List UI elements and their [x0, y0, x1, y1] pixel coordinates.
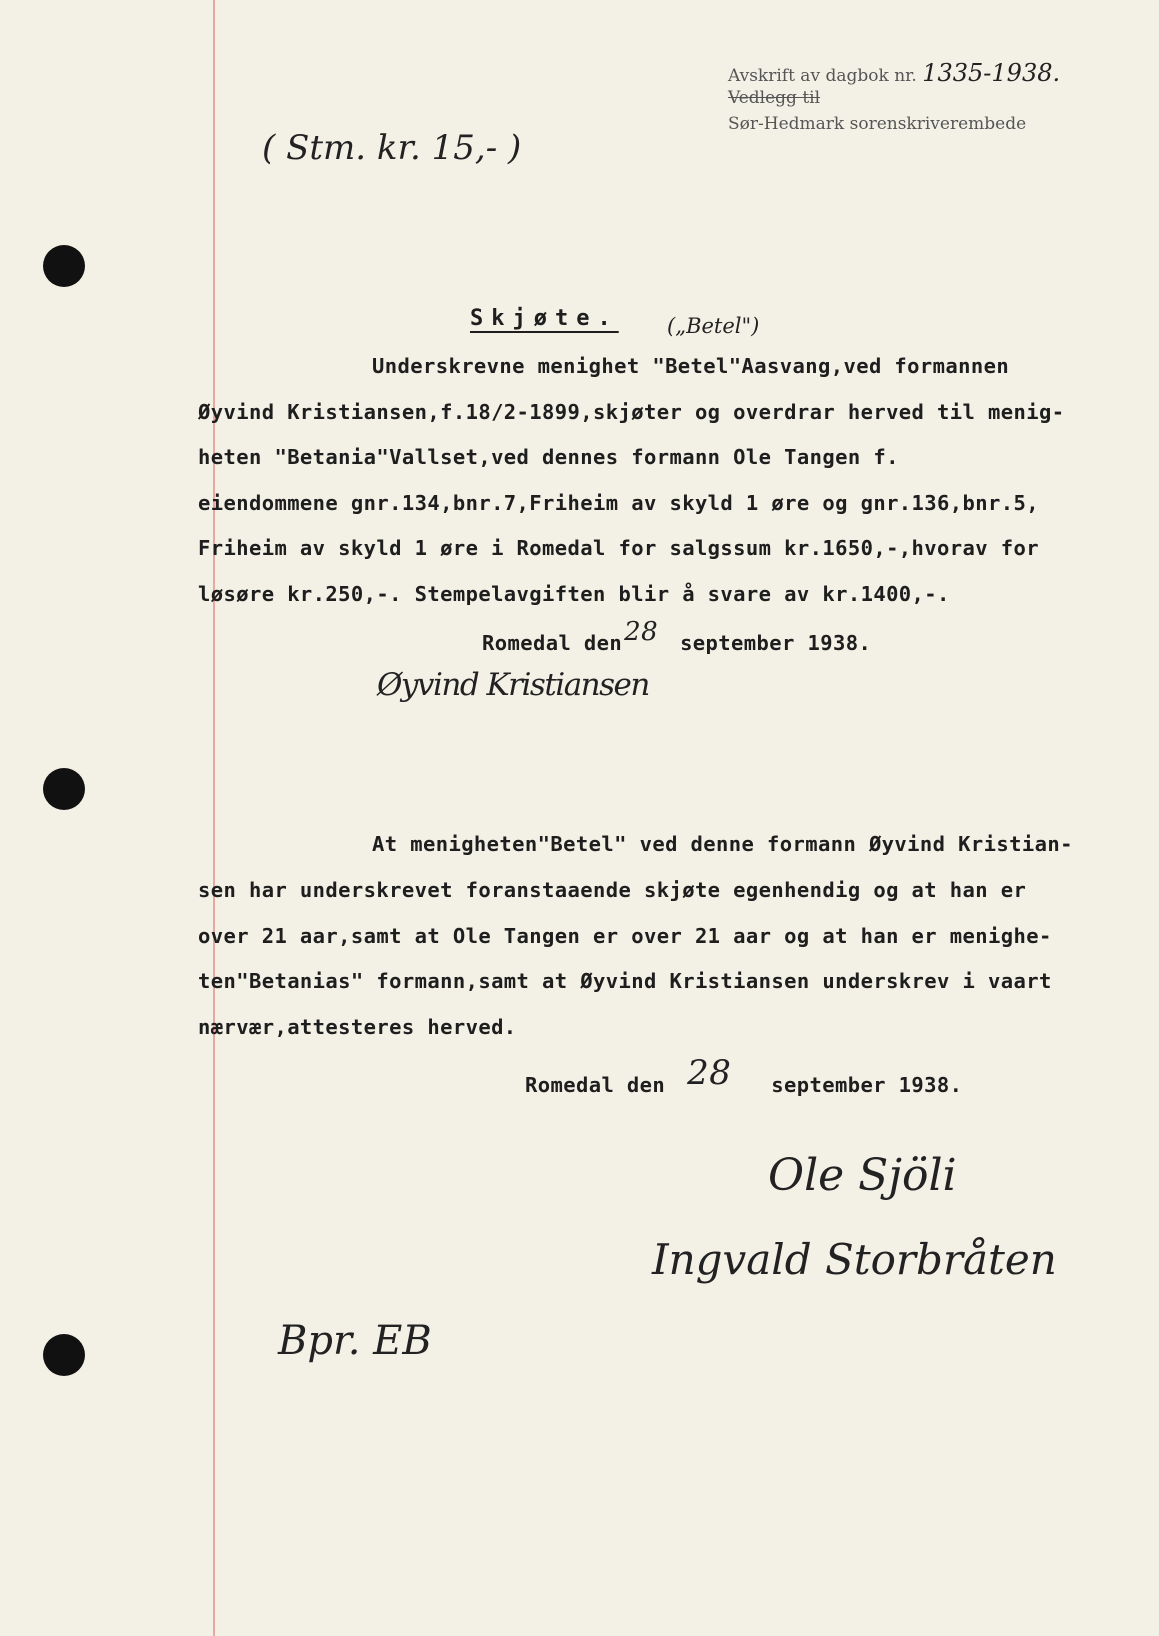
date-day: 28 — [687, 1053, 732, 1093]
signature-oyvind: Øyvind Kristiansen — [377, 667, 649, 703]
date-prefix: Romedal den — [482, 631, 623, 655]
punch-hole-middle — [43, 768, 85, 810]
attest-line: ten"Betanias" formann,samt at Øyvind Kristiansen underskrev i vaart — [198, 969, 1052, 993]
attest-line: At menigheten"Betel" ved denne formann Øyvind Kristian- — [372, 832, 1073, 856]
stamp-duty-note: ( Stm. kr. 15,- ) — [262, 128, 522, 168]
attest-line: nærvær,attesteres herved. — [198, 1015, 517, 1039]
date-day: 28 — [624, 617, 659, 647]
deed-line: Friheim av skyld 1 øre i Romedal for salgssum kr.1650,-,hvorav for — [198, 536, 1039, 560]
deed-line: Underskrevne menighet "Betel"Aasvang,ved formannen — [372, 354, 1010, 378]
date-line-1 — [482, 617, 872, 657]
margin-line — [213, 0, 215, 1636]
header-stamp — [728, 59, 1061, 135]
dagbok-label: dagbok nr. — [825, 66, 917, 86]
avskrift-label: Avskrift av — [728, 66, 821, 86]
vedlegg-label: Vedlegg til — [728, 88, 821, 108]
date-suffix: september 1938. — [771, 1073, 963, 1097]
deed-line: heten "Betania"Vallset,ved dennes formann Ole Tangen f. — [198, 445, 899, 469]
attest-line: over 21 aar,samt at Ole Tangen er over 21 aar og at han er menighe- — [198, 924, 1052, 948]
date-prefix: Romedal den — [525, 1073, 666, 1097]
punch-hole-bottom — [43, 1334, 85, 1376]
title-note: („Betel") — [667, 314, 760, 338]
punch-hole-top — [43, 245, 85, 287]
date-line-2 — [525, 1053, 963, 1101]
deed-line: eiendommene gnr.134,bnr.7,Friheim av skyld 1 øre og gnr.136,bnr.5, — [198, 491, 1039, 515]
deed-line: Øyvind Kristiansen,f.18/2-1899,skjøter og overdrar herved til menig- — [198, 400, 1065, 424]
signature-ingvald: Ingvald Storbråten — [652, 1235, 1057, 1284]
deed-line: løsøre kr.250,-. Stempelavgiften blir å svare av kr.1400,-. — [198, 582, 950, 606]
attest-line: sen har underskrevet foranstaaende skjøte egenhendig og at han er — [198, 878, 1027, 902]
dagbok-number: 1335-1938. — [922, 59, 1061, 87]
signature-ole: Ole Sjöli — [768, 1150, 957, 1201]
date-suffix: september 1938. — [680, 631, 872, 655]
document-title: Skjøte. — [470, 306, 619, 331]
office-name: Sør-Hedmark sorenskriverembede — [728, 114, 1027, 134]
bottom-note: Bpr. EB — [278, 1318, 432, 1364]
